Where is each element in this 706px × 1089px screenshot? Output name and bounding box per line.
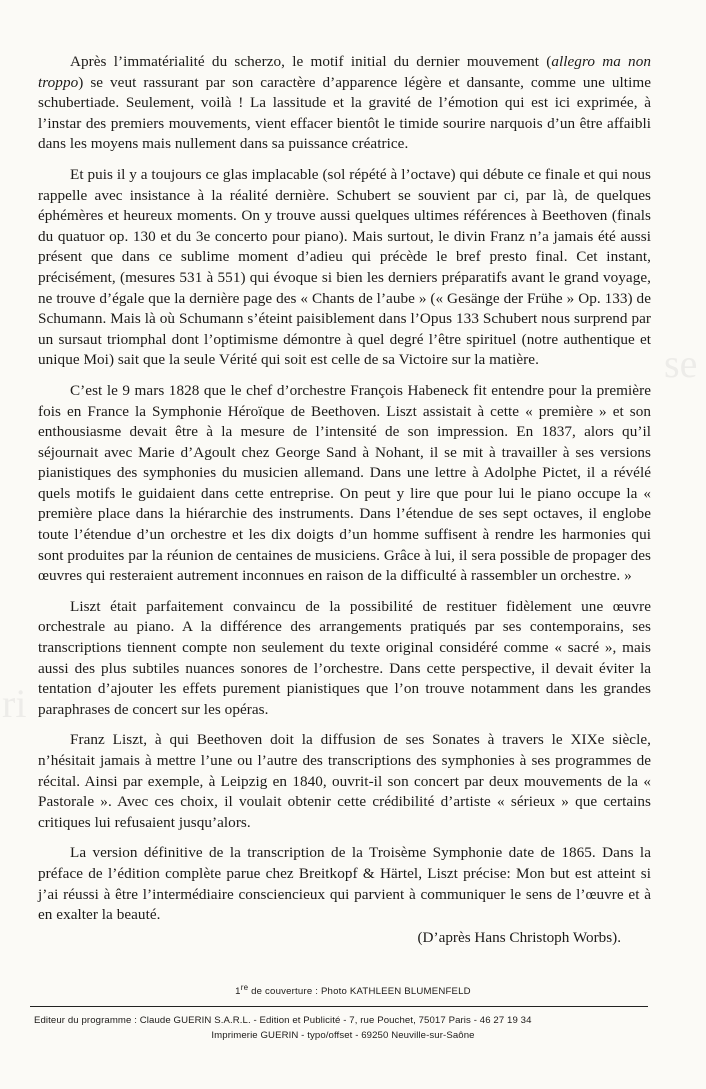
cover-credit-prefix: 1 (235, 986, 241, 997)
cover-photo-credit (0, 982, 706, 997)
watermark-left: ri (2, 681, 27, 726)
paragraph-2: Et puis il y a toujours ce glas implacable (sol répété à l’octave) qui débute ce finale et qui nous rappelle avec insistance à la réalité dernière. Schubert se souvient par ci, par là, de quelques éphémères et heureux moments. On y trouve aussi quelques ultimes références à Beethoven (finals du quatuor op. 130 et du 3e concerto pour piano). Mais surtout, le divin Franz n’a jamais été aussi présent que dans ce sublime moment d’adieu qui précède le bref presto final. Cet instant, précisément, (mesures 531 à 551) qui évoque si bien les derniers préparatifs avant le grand voyage, ne trouve d’égale que la dernière page des « Chants de l’aube » (« Gesänge der Frühe » Op. 133) de Schumann. Mais là où Schumann s’éteint paisiblement dans l’Opus 133 Schubert nous surprend par un sursaut triomphal dont l’optimisme démontre à quel degré l’être spirituel (notre authentique et unique Moi) sait que la seule Vérité qui soit est celle de sa Victoire sur la matière. (38, 165, 651, 369)
paragraph-1 (38, 52, 651, 155)
paragraph-1-italic: allegro ma non troppo (38, 53, 651, 91)
attribution: (D’après Hans Christoph Worbs). (417, 928, 621, 946)
paragraph-1-text-b: ) se veut rassurant par son caractère d’apparence légère et dansante, comme une ultime schubertiade. Seulement, voilà ! La lassitude et la gravité de l’émotion qui est ici exprimée, à l’instar des premiers mouvements, vient effacer bientôt le timide sourire narquois d’un être affaibli dans les moyens mais nullement dans sa puissance créatrice. (38, 73, 651, 153)
watermark-right: se (664, 341, 698, 386)
cover-credit-sup: re (240, 982, 249, 992)
paragraph-6: La version définitive de la transcription de la Troisème Symphonie date de 1865. Dans la préface de l’édition complète parue chez Breitkopf & Härtel, Liszt précise: Mon but est atteint si j’ai réussi à être l’intermédiaire consciencieux qui parvient à communiquer le sens de l’œuvre et à en exalter la beauté. (38, 844, 651, 924)
paragraph-4: Liszt était parfaitement convaincu de la possibilité de restituer fidèlement une œuvre orchestrale au piano. A la différence des arrangements pratiqués par ses contemporains, ses transcriptions tiennent compte non seulement du texte original considéré comme « sacré », mais aussi des plus subtiles nuances sonores de l’orchestre. Dans cette perspective, il devait éviter la tentation d’ajouter les effets purement pianistiques que l’on trouve notamment dans les grandes paraphrases de concert sur les opéras. (38, 597, 651, 718)
paragraph-1-text-a: Après l’immatérialité du scherzo, le motif initial du dernier mouvement ( (70, 53, 552, 70)
printer-line: Imprimerie GUERIN - typo/offset - 69250 Neuville-sur-Saône (211, 1030, 475, 1041)
cover-credit-text: de couverture : Photo KATHLEEN BLUMENFELD (248, 986, 471, 997)
publisher-line: Editeur du programme : Claude GUERIN S.A.R.L. - Edition et Publicité - 7, rue Pouchet, 75017 Paris - 46 27 19 34 (34, 1015, 532, 1026)
paragraph-5: Franz Liszt, à qui Beethoven doit la diffusion de ses Sonates à travers le XIXe siècle, n’hésitait jamais à mettre l’une ou l’autre des transcriptions des symphonies à ses programmes de récital. Ainsi par exemple, à Leipzig en 1840, ouvrit-il son concert par deux mouvements de la « Pastorale ». Avec ces choix, il voulait obtenir cette crédibilité d’artiste « sérieux » que certains critiques lui refusaient jusqu’alors. (38, 731, 651, 831)
paragraph-3: C’est le 9 mars 1828 que le chef d’orchestre François Habeneck fit entendre pour la première fois en France la Symphonie Héroïque de Beethoven. Liszt assistait à cette « première » et son enthousiasme devait être à la mesure de l’intensité de son impression. En 1837, alors qu’il séjournait avec Marie d’Agoult chez George Sand à Nohant, il se mit à travailler à ses versions pianistiques des symphonies du musicien allemand. Dans une lettre à Adolphe Pictet, il a révélé quels motifs le guidaient dans cette entreprise. On peut y lire que pour lui le piano occupe la « première place dans la hiérarchie des instruments. Dans l’étendue de ses sept octaves, il englobe toute l’étendue d’un orchestre et les dix doigts d’un homme suffisent à rendre les harmonies qui sont produites par la réunion de centaines de musiciens. Grâce à lui, il sera possible de propager des œuvres qui resteraient autrement inconnues en raison de la difficulté à rassembler un orchestre. » (38, 381, 651, 585)
footer-divider (30, 1006, 648, 1007)
document-body (38, 52, 651, 948)
